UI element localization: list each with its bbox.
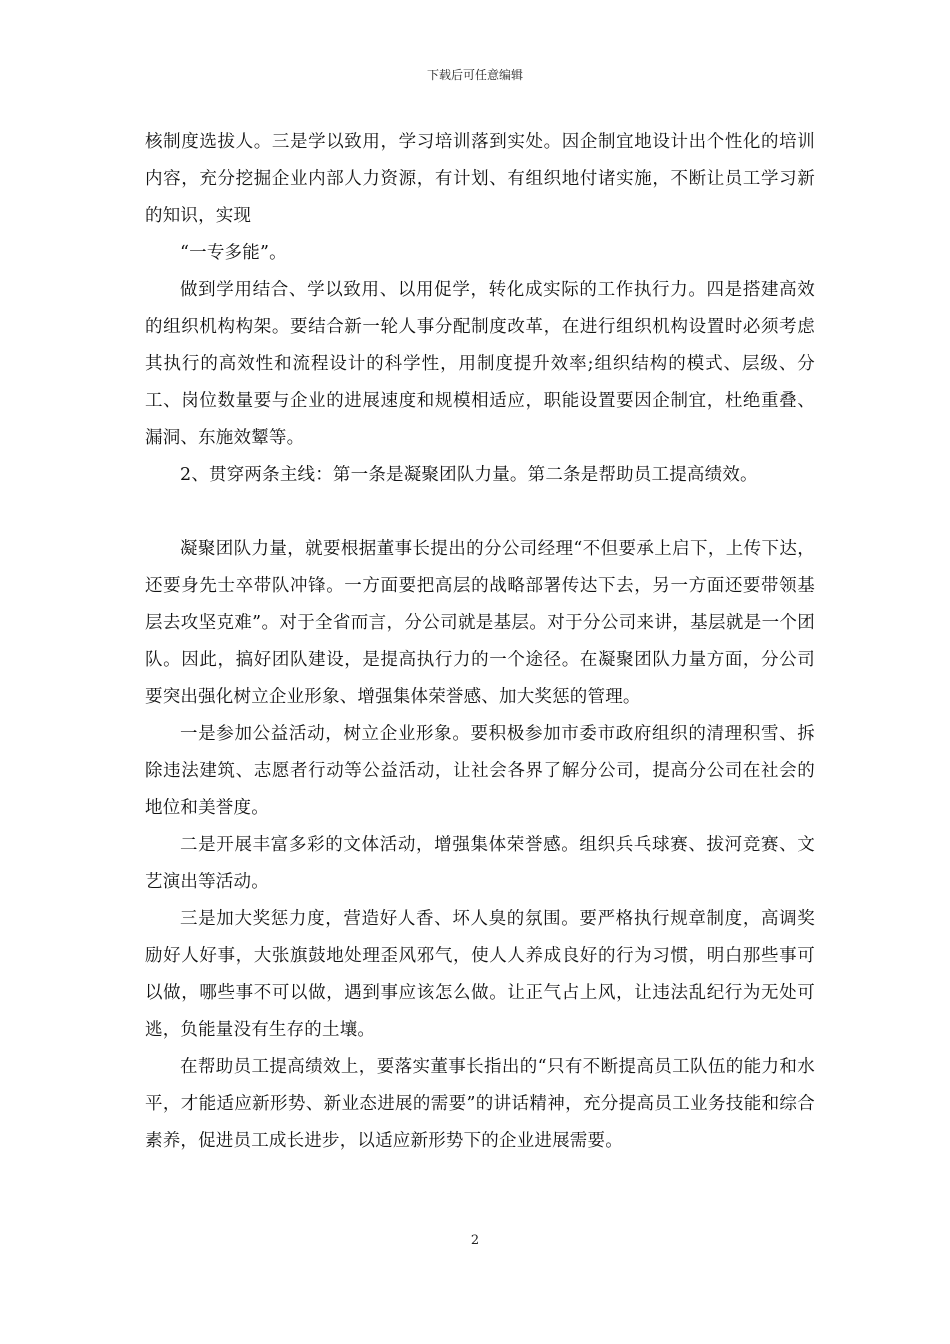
paragraph: 在帮助员工提高绩效上，要落实董事长指出的“只有不断提高员工队伍的能力和水平，才能适应新形势、新业态进展的需要”的讲话精神，充分提高员工业务技能和综合素养，促进员工成长进步，以适应新形势下的企业进展需要。 — [145, 1057, 815, 1151]
section-heading: 2、贯穿两条主线：第一条是凝聚团队力量。第二条是帮助员工提高绩效。 — [180, 465, 758, 485]
paragraph: 一是参加公益活动，树立企业形象。要积极参加市委市政府组织的清理积雪、拆除违法建筑、志愿者行动等公益活动，让社会各界了解分公司，提高分公司在社会的地位和美誉度。 — [145, 724, 815, 818]
paragraph: 二是开展丰富多彩的文体活动，增强集体荣誉感。组织兵乓球赛、拔河竞赛、文艺演出等活动。 — [145, 835, 815, 892]
paragraph: 凝聚团队力量，就要根据董事长提出的分公司经理“不但要承上启下，上传下达，还要身先士卒带队冲锋。一方面要把高层的战略部署传达下去，另一方面还要带领基层去攻坚克难”。对于全省而言，分公司就是基层。对于分公司来讲，基层就是一个团队。因此，搞好团队建设，是提高执行力的一个途径。在凝聚团队力量方面，分公司要突出强化树立企业形象、增强集体荣誉感、加大奖惩的管理。 — [145, 539, 815, 707]
paragraph: 做到学用结合、学以致用、以用促学，转化成实际的工作执行力。四是搭建高效的组织机构构架。要结合新一轮人事分配制度改革，在进行组织机构设置时必须考虑其执行的高效性和流程设计的科学性，用制度提升效率;组织结构的模式、层级、分工、岗位数量要与企业的进展速度和规模相适应，职能设置要因企制宜，杜绝重叠、漏洞、东施效颦等。 — [145, 280, 815, 448]
paragraph: 核制度选拔人。三是学以致用，学习培训落到实处。因企制宜地设计出个性化的培训内容，充分挖掘企业内部人力资源，有计划、有组织地付诸实施，不断让员工学习新的知识，实现 — [145, 132, 815, 226]
paragraph: “一专多能”。 — [180, 243, 287, 263]
page-header: 下载后可任意编辑 — [426, 68, 523, 82]
paragraph: 三是加大奖惩力度，营造好人香、坏人臭的氛围。要严格执行规章制度，高调奖励好人好事，大张旗鼓地处理歪风邪气，使人人养成良好的行为习惯，明白那些事可以做，哪些事不可以做，遇到事应该怎么做。让正气占上风，让违法乱纪行为无处可逃，负能量没有生存的土壤。 — [145, 909, 815, 1040]
page-number: 2 — [470, 1233, 480, 1248]
document-body — [145, 124, 815, 1160]
